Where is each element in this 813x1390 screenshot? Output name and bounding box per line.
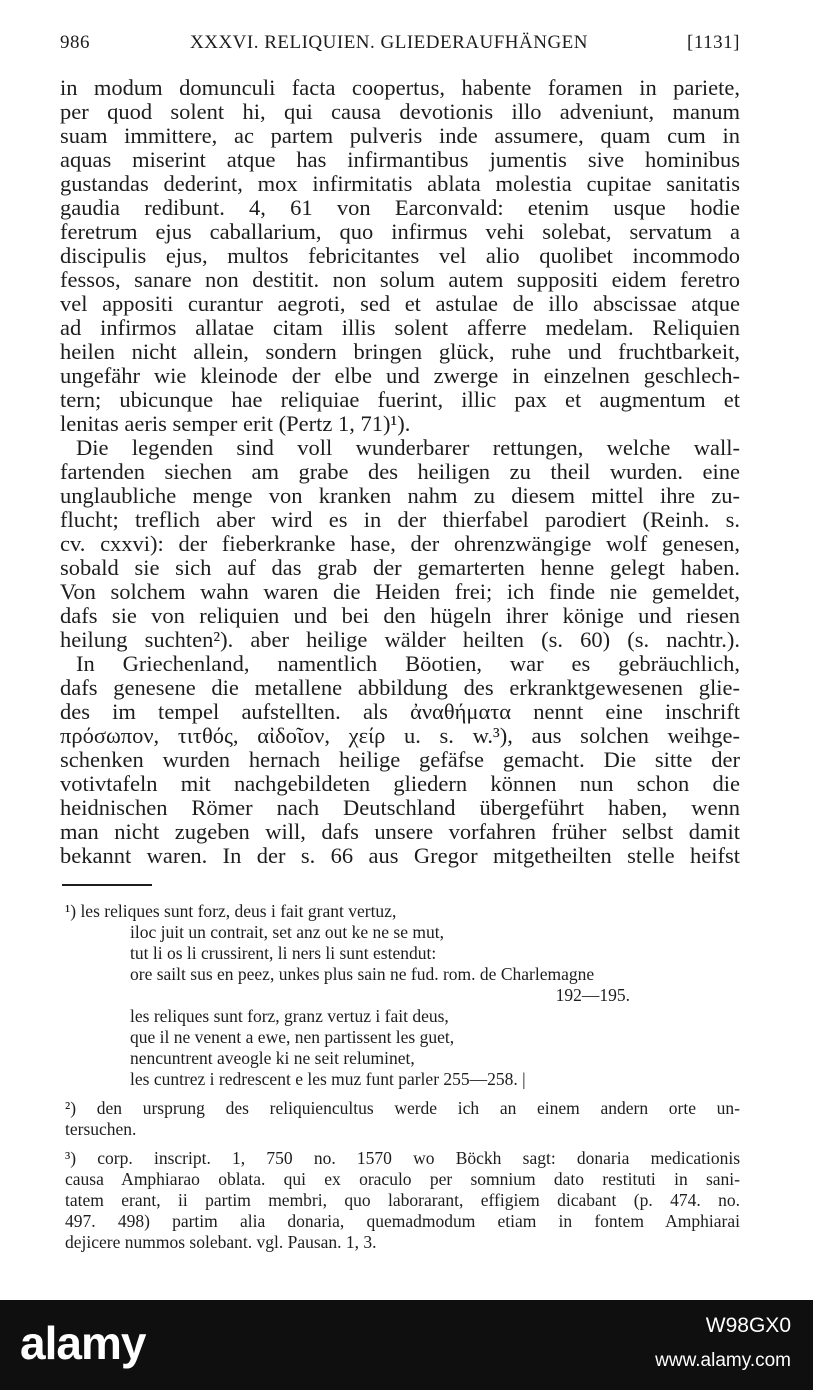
- stock-photo-banner: [0, 1300, 813, 1390]
- footnotes: [65, 901, 740, 1253]
- text-line: fartenden siechen am grabe des heiligen zu theil wurden. eine: [60, 460, 740, 484]
- text-line: cv. cxxvi): der fieberkranke hase, der ohrenzwängige wolf genesen,: [60, 532, 740, 556]
- text-line: dafs genesene die metallene abbildung des erkranktgewesenen glie-: [60, 676, 740, 700]
- text-line: gaudia redibunt. 4, 61 von Earconvald: etenim usque hodie: [60, 196, 740, 220]
- footnote-line: les reliques sunt forz, granz vertuz i fait deus,: [130, 1006, 449, 1026]
- text-line: feretrum ejus caballarium, quo infirmus vehi solebat, servatum a: [60, 220, 740, 244]
- footnote-line: ³) corp. inscript. 1, 750 no. 1570 wo Böckh sagt: donaria medicationis: [65, 1148, 740, 1168]
- text-line: schenken wurden hernach heilige gefäfse gemacht. Die sitte der: [60, 748, 740, 772]
- text-line: in modum domunculi facta coopertus, habente foramen in pariete,: [60, 76, 740, 100]
- text-line: Von solchem wahn waren die Heiden frei; ich finde nie gemeldet,: [60, 580, 740, 604]
- text-line: aquas miserint atque has infirmantibus jumentis sive hominibus: [60, 148, 740, 172]
- text-line: sobald sie sich auf das grab der gemarterten henne gelegt haben.: [60, 556, 740, 580]
- text-line: bekannt waren. In der s. 66 aus Gregor mitgetheilten stelle heifst: [60, 844, 740, 868]
- text-line: ungefähr wie kleinode der elbe und zwerge in einzelnen geschlech-: [60, 364, 740, 388]
- footnote-line: 497. 498) partim alia donaria, quemadmodum etiam in fontem Amphiarai: [65, 1211, 740, 1231]
- running-header: [60, 32, 740, 56]
- text-line: heidnischen Römer nach Deutschland übergeführt haben, wenn: [60, 796, 740, 820]
- text-line: per quod solent hi, qui causa devotionis illo adveniunt, manum: [60, 100, 740, 124]
- text-line: ad infirmos allatae citam illis solent afferre medelam. Reliquien: [60, 316, 740, 340]
- footnote-line: dejicere nummos solebant. vgl. Pausan. 1, 3.: [65, 1232, 377, 1252]
- footnote-line: que il ne venent a ewe, nen partissent les guet,: [130, 1027, 455, 1047]
- text-line: des im tempel aufstellten. als ἀναθήματα nennt eine inschrift: [60, 700, 740, 724]
- running-title: XXXVI. RELIQUIEN. GLIEDERAUFHÄNGEN: [190, 32, 589, 53]
- page-number: 986: [60, 32, 90, 53]
- text-line: votivtafeln mit nachgebildeten gliedern können nun schon die: [60, 772, 740, 796]
- text-line: tern; ubicunque hae reliquiae fuerint, illic pax et augmentum et: [60, 388, 740, 412]
- image-id: W98GX0: [705, 1314, 791, 1337]
- section-number: [1131]: [687, 32, 740, 53]
- text-line: heilen nicht allein, sondern bringen glück, ruhe und fruchtbarkeit,: [60, 340, 740, 364]
- footnote-line: causa Amphiarao oblata. qui ex oraculo per somnium dato restituti in sani-: [65, 1169, 740, 1189]
- text-line: πρόσωπον, τιτθός, αἰδοῖον, χείρ u. s. w.³), aus solchen weihge-: [60, 724, 740, 748]
- footnote-line: tatem erant, ii partim membri, quo laborarant, effigiem dicabant (p. 474. no.: [65, 1190, 740, 1210]
- text-line: gustandas dederint, mox infirmitatis ablata molestia cupitae sanitatis: [60, 172, 740, 196]
- footnote-line: les cuntrez i redrescent e les muz funt parler 255—258. |: [130, 1069, 526, 1089]
- text-line: flucht; treflich aber wird es in der thierfabel parodiert (Reinh. s.: [60, 508, 740, 532]
- text-line: dafs sie von reliquien und bei den hügeln ihrer könige und riesen: [60, 604, 740, 628]
- text-line: heilung suchten²). aber heilige wälder heilten (s. 60) (s. nachtr.).: [60, 628, 740, 652]
- text-line: vel appositi curantur aegroti, sed et astulae de illo abscissae atque: [60, 292, 740, 316]
- footnote-line: tut li os li crussirent, li ners li sunt estendut:: [130, 943, 437, 963]
- main-text: [60, 76, 740, 868]
- text-line: lenitas aeris semper erit (Pertz 1, 71)¹).: [60, 412, 411, 436]
- footnote-line: ²) den ursprung des reliquiencultus werde ich an einem andern orte un-: [65, 1098, 740, 1118]
- footnote-line: ore sailt sus en peez, unkes plus sain ne fud. rom. de Charlemagne: [130, 964, 595, 984]
- footnote-line: ¹) les reliques sunt forz, deus i fait grant vertuz,: [65, 901, 397, 921]
- footnote-divider: [62, 884, 152, 886]
- text-line: In Griechenland, namentlich Böotien, war es gebräuchlich,: [76, 652, 740, 676]
- footnote-line: 192—195.: [555, 985, 630, 1005]
- footnote-line: nencuntrent aveogle ki ne seit reluminet,: [130, 1048, 415, 1068]
- text-line: fessos, sanare non destitit. non solum autem suppositi eidem feretro: [60, 268, 740, 292]
- footnote-line: iloc juit un contrait, set anz out ke ne se mut,: [130, 922, 444, 942]
- text-line: suam immittere, ac partem pulveris inde assumere, quam cum in: [60, 124, 740, 148]
- text-line: man nicht zugeben will, dafs unsere vorfahren früher selbst damit: [60, 820, 740, 844]
- alamy-logo: alamy: [20, 1317, 146, 1369]
- text-line: discipulis ejus, multos febricitantes vel alio quolibet incommodo: [60, 244, 740, 268]
- text-line: unglaubliche menge von kranken nahm zu diesem mittel ihre zu-: [60, 484, 740, 508]
- footnote-line: tersuchen.: [65, 1119, 137, 1139]
- text-line: Die legenden sind voll wunderbarer rettungen, welche wall-: [76, 436, 740, 460]
- site-url: www.alamy.com: [655, 1350, 791, 1371]
